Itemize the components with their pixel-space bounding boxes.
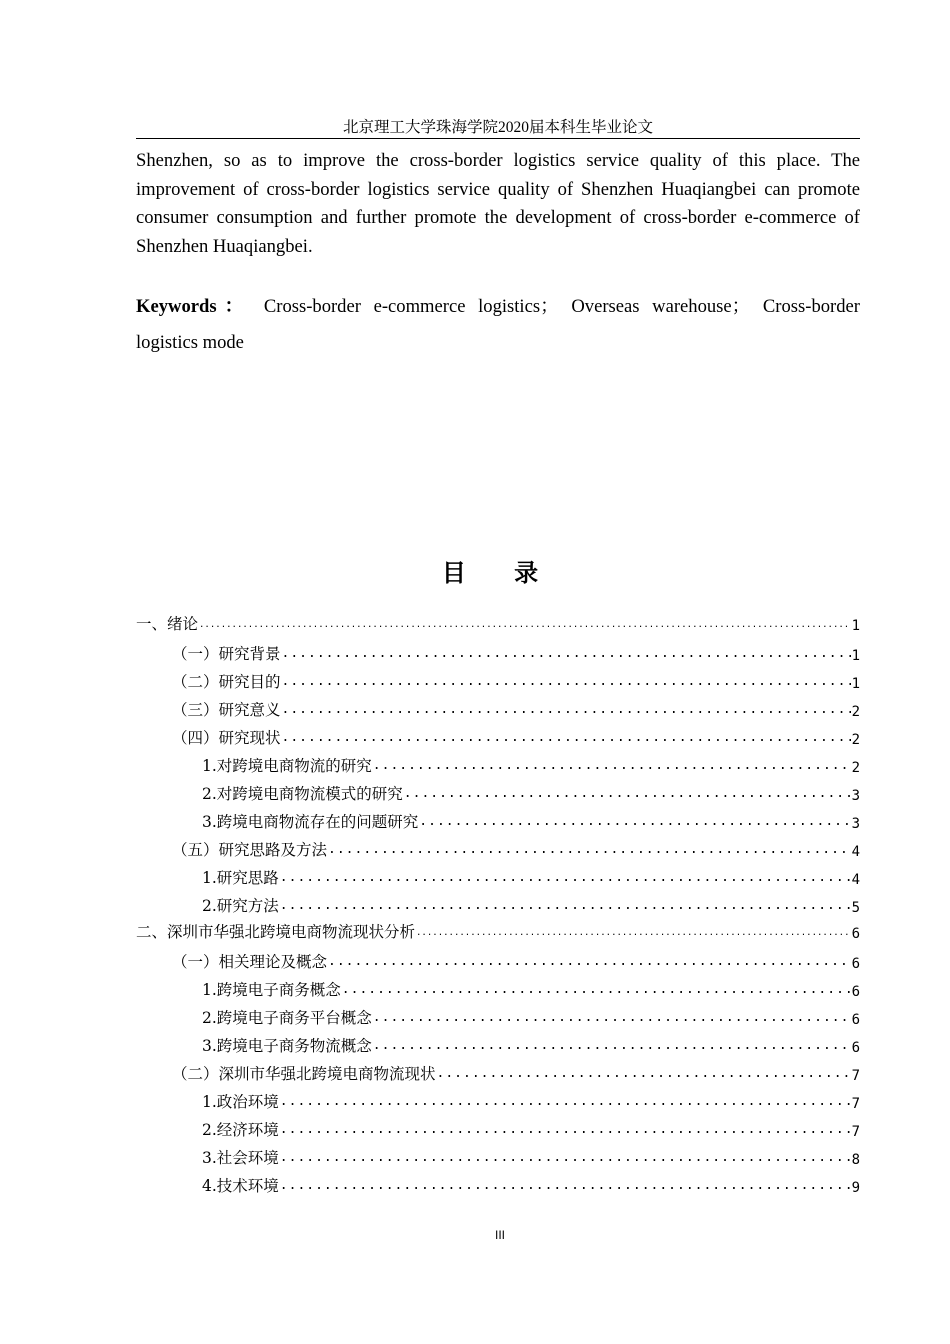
toc-entry[interactable]: 1.研究思路 ..... 4: [136, 864, 860, 888]
toc-entry[interactable]: 2.对跨境电商物流模式的研究 ..... 3: [136, 780, 860, 804]
toc-entry[interactable]: （一）相关理论及概念 ..... 6: [136, 948, 860, 972]
toc-entry[interactable]: 2.研究方法 ..... 5: [136, 892, 860, 916]
toc-entry[interactable]: （四）研究现状 ..... 2: [136, 724, 860, 748]
toc-entry[interactable]: 2.经济环境 ..... 7: [136, 1116, 860, 1140]
toc-entry[interactable]: 3.社会环境 ..... 8: [136, 1144, 860, 1168]
toc-entry[interactable]: 1.政治环境 ..... 7: [136, 1088, 860, 1112]
toc-entry[interactable]: （二）研究目的 ..... 1: [136, 668, 860, 692]
keywords-text: Cross-border e-commerce logistics； Overseas warehouse； Cross-border logistics mode: [136, 296, 860, 353]
running-header: 北京理工大学珠海学院2020届本科生毕业论文: [342, 119, 653, 136]
toc-title: 目 录: [441, 558, 559, 587]
toc-entry[interactable]: 2.跨境电子商务平台概念 ..... 6: [136, 1004, 860, 1028]
abstract-paragraph: Shenzhen, so as to improve the cross-border logistics service quality of this place. The improvement of cross-border logistics service quality of Shenzhen Huaqiangbei can promote consumer consumption and further promote the development of cross-border e-commerce of Shenzhen Huaqiangbei.: [136, 150, 860, 257]
toc-entry[interactable]: 一、绪论 ..... 1: [136, 610, 860, 634]
toc-entry[interactable]: （三）研究意义 ..... 2: [136, 696, 860, 720]
header-rule: [136, 138, 860, 139]
toc-entry[interactable]: （五）研究思路及方法 ..... 4: [136, 836, 860, 860]
toc-entry[interactable]: （二）深圳市华强北跨境电商物流现状 ..... 7: [136, 1060, 860, 1084]
toc-entry[interactable]: 1.对跨境电商物流的研究 ..... 2: [136, 752, 860, 776]
keywords-line: [136, 289, 860, 361]
toc-entry[interactable]: 二、深圳市华强北跨境电商物流现状分析 ..... 6: [136, 918, 860, 942]
toc-entry[interactable]: 4.技术环境 ..... 9: [136, 1172, 860, 1196]
toc-entry[interactable]: 3.跨境电子商务物流概念 ..... 6: [136, 1032, 860, 1056]
toc-entry[interactable]: 1.跨境电子商务概念 ..... 6: [136, 976, 860, 1000]
toc-entry[interactable]: （一）研究背景 ..... 1: [136, 640, 860, 664]
keywords-label: Keywords：: [136, 296, 252, 317]
toc-entry[interactable]: 3.跨境电商物流存在的问题研究 ..... 3: [136, 808, 860, 832]
page-number: III: [494, 1228, 505, 1242]
